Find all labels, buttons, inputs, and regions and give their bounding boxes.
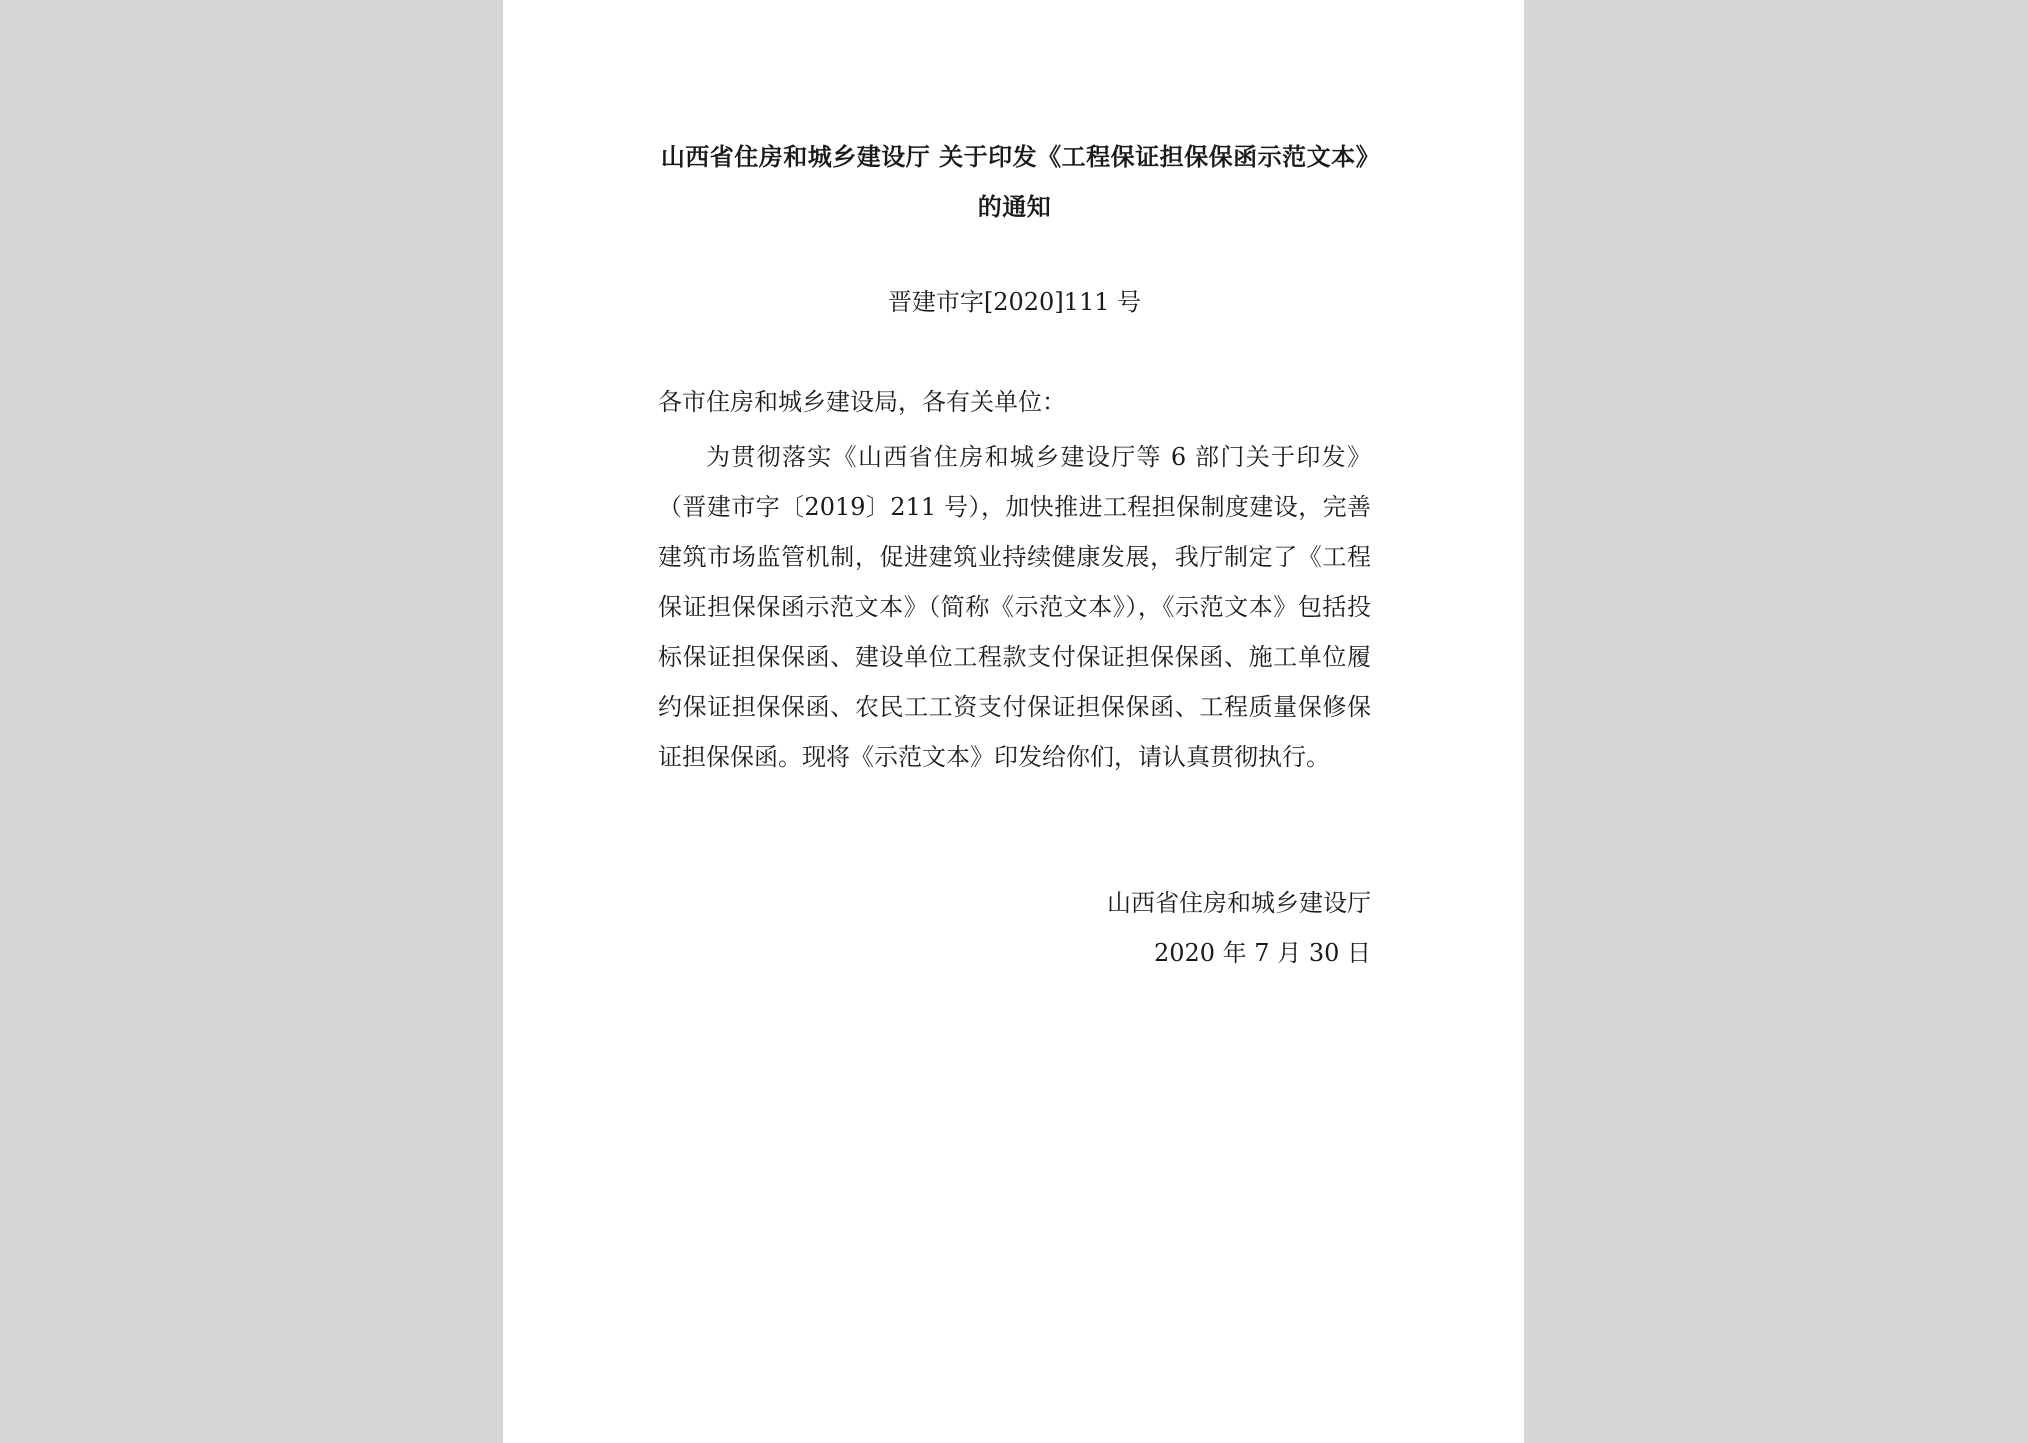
salutation: 各市住房和城乡建设局，各有关单位：: [658, 388, 1066, 416]
body-paragraph: 为贯彻落实《山西省住房和城乡建设厅等 6 部门关于印发》（晋建市字〔2019〕211 号），加快推进工程担保制度建设，完善建筑市场监管机制，促进建筑业持续健康发展，我厅制定了《工程保证担保保函示范文本》（简称《示范文本》），《示范文本》包括投标保证担保保函、建设单位工程款支付保证担保保函、施工单位履约保证担保保函、农民工工资支付保证担保保函、工程质量保修保证担保保函。现将《示范文本》印发给你们，请认真贯彻执行。: [658, 443, 1371, 771]
signature-block: [971, 878, 1371, 978]
document-number: 晋建市字[2020]111 号: [887, 288, 1142, 316]
document-title: 山西省住房和城乡建设厅 关于印发《工程保证担保保函示范文本》的通知: [660, 142, 1369, 221]
issue-date: 2020 年 7 月 30 日: [1153, 939, 1371, 967]
document-page: [503, 0, 1524, 1443]
issuer-name: 山西省住房和城乡建设厅: [1107, 889, 1371, 917]
